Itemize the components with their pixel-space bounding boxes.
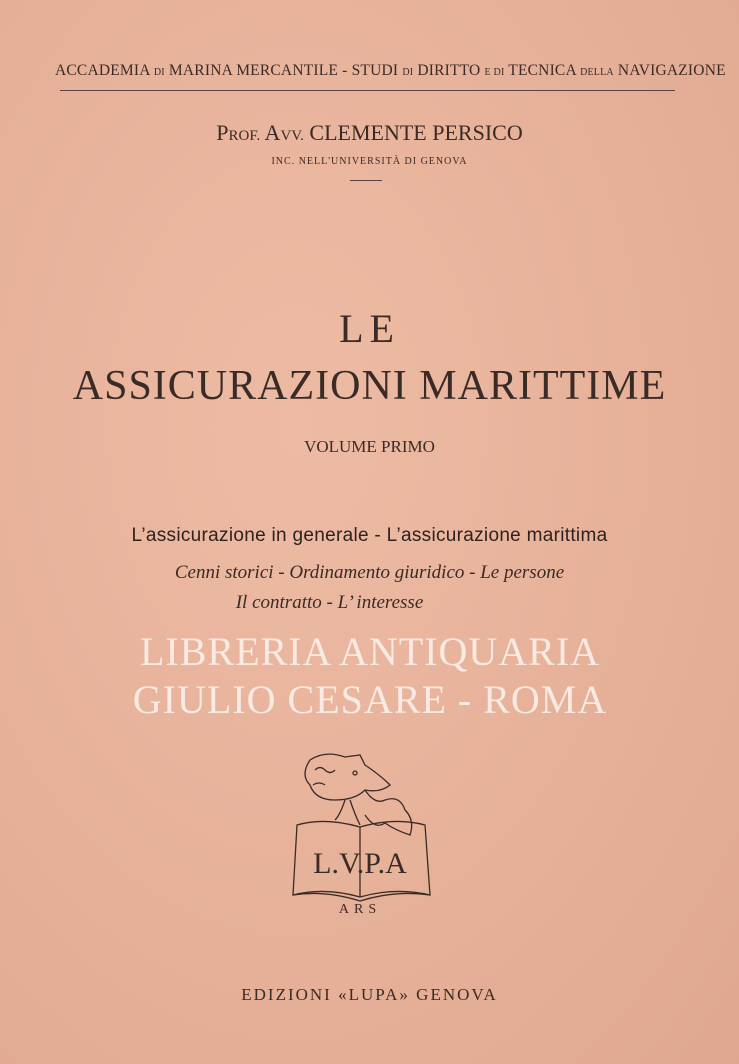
- subtitle-line-3: Il contratto - L’ interesse: [235, 592, 424, 613]
- logo-letters: L.V.P.A: [313, 847, 407, 880]
- publisher: EDIZIONI «LUPA» GENOVA: [241, 985, 498, 1004]
- subtitle-line-1: L’assicurazione in generale - L’assicurazione marittima: [131, 525, 608, 546]
- author: PROF. AVV. CLEMENTE PERSICO: [216, 120, 523, 145]
- header-divider: [60, 90, 675, 91]
- affiliation: INC. NELL'UNIVERSITÀ DI GENOVA: [271, 156, 468, 167]
- title-line-2: ASSICURAZIONI MARITTIME: [72, 363, 667, 409]
- watermark: LIBRERIA ANTIQUARIA GIULIO CESARE - ROMA: [132, 629, 608, 722]
- volume-label: VOLUME PRIMO: [304, 437, 435, 456]
- academy-header: ACCADEMIA DI MARINA MERCANTILE - STUDI DI DIRITTO E DI TECNICA DELLA NAVIGAZIONE: [55, 62, 726, 79]
- subtitle-line-2: Cenni storici - Ordinamento giuridico - Le persone: [174, 562, 565, 583]
- lupa-logo-icon: [285, 745, 435, 915]
- title-line-1: LE: [339, 306, 400, 351]
- short-divider: [350, 180, 382, 181]
- logo-motto: ARS: [338, 902, 382, 915]
